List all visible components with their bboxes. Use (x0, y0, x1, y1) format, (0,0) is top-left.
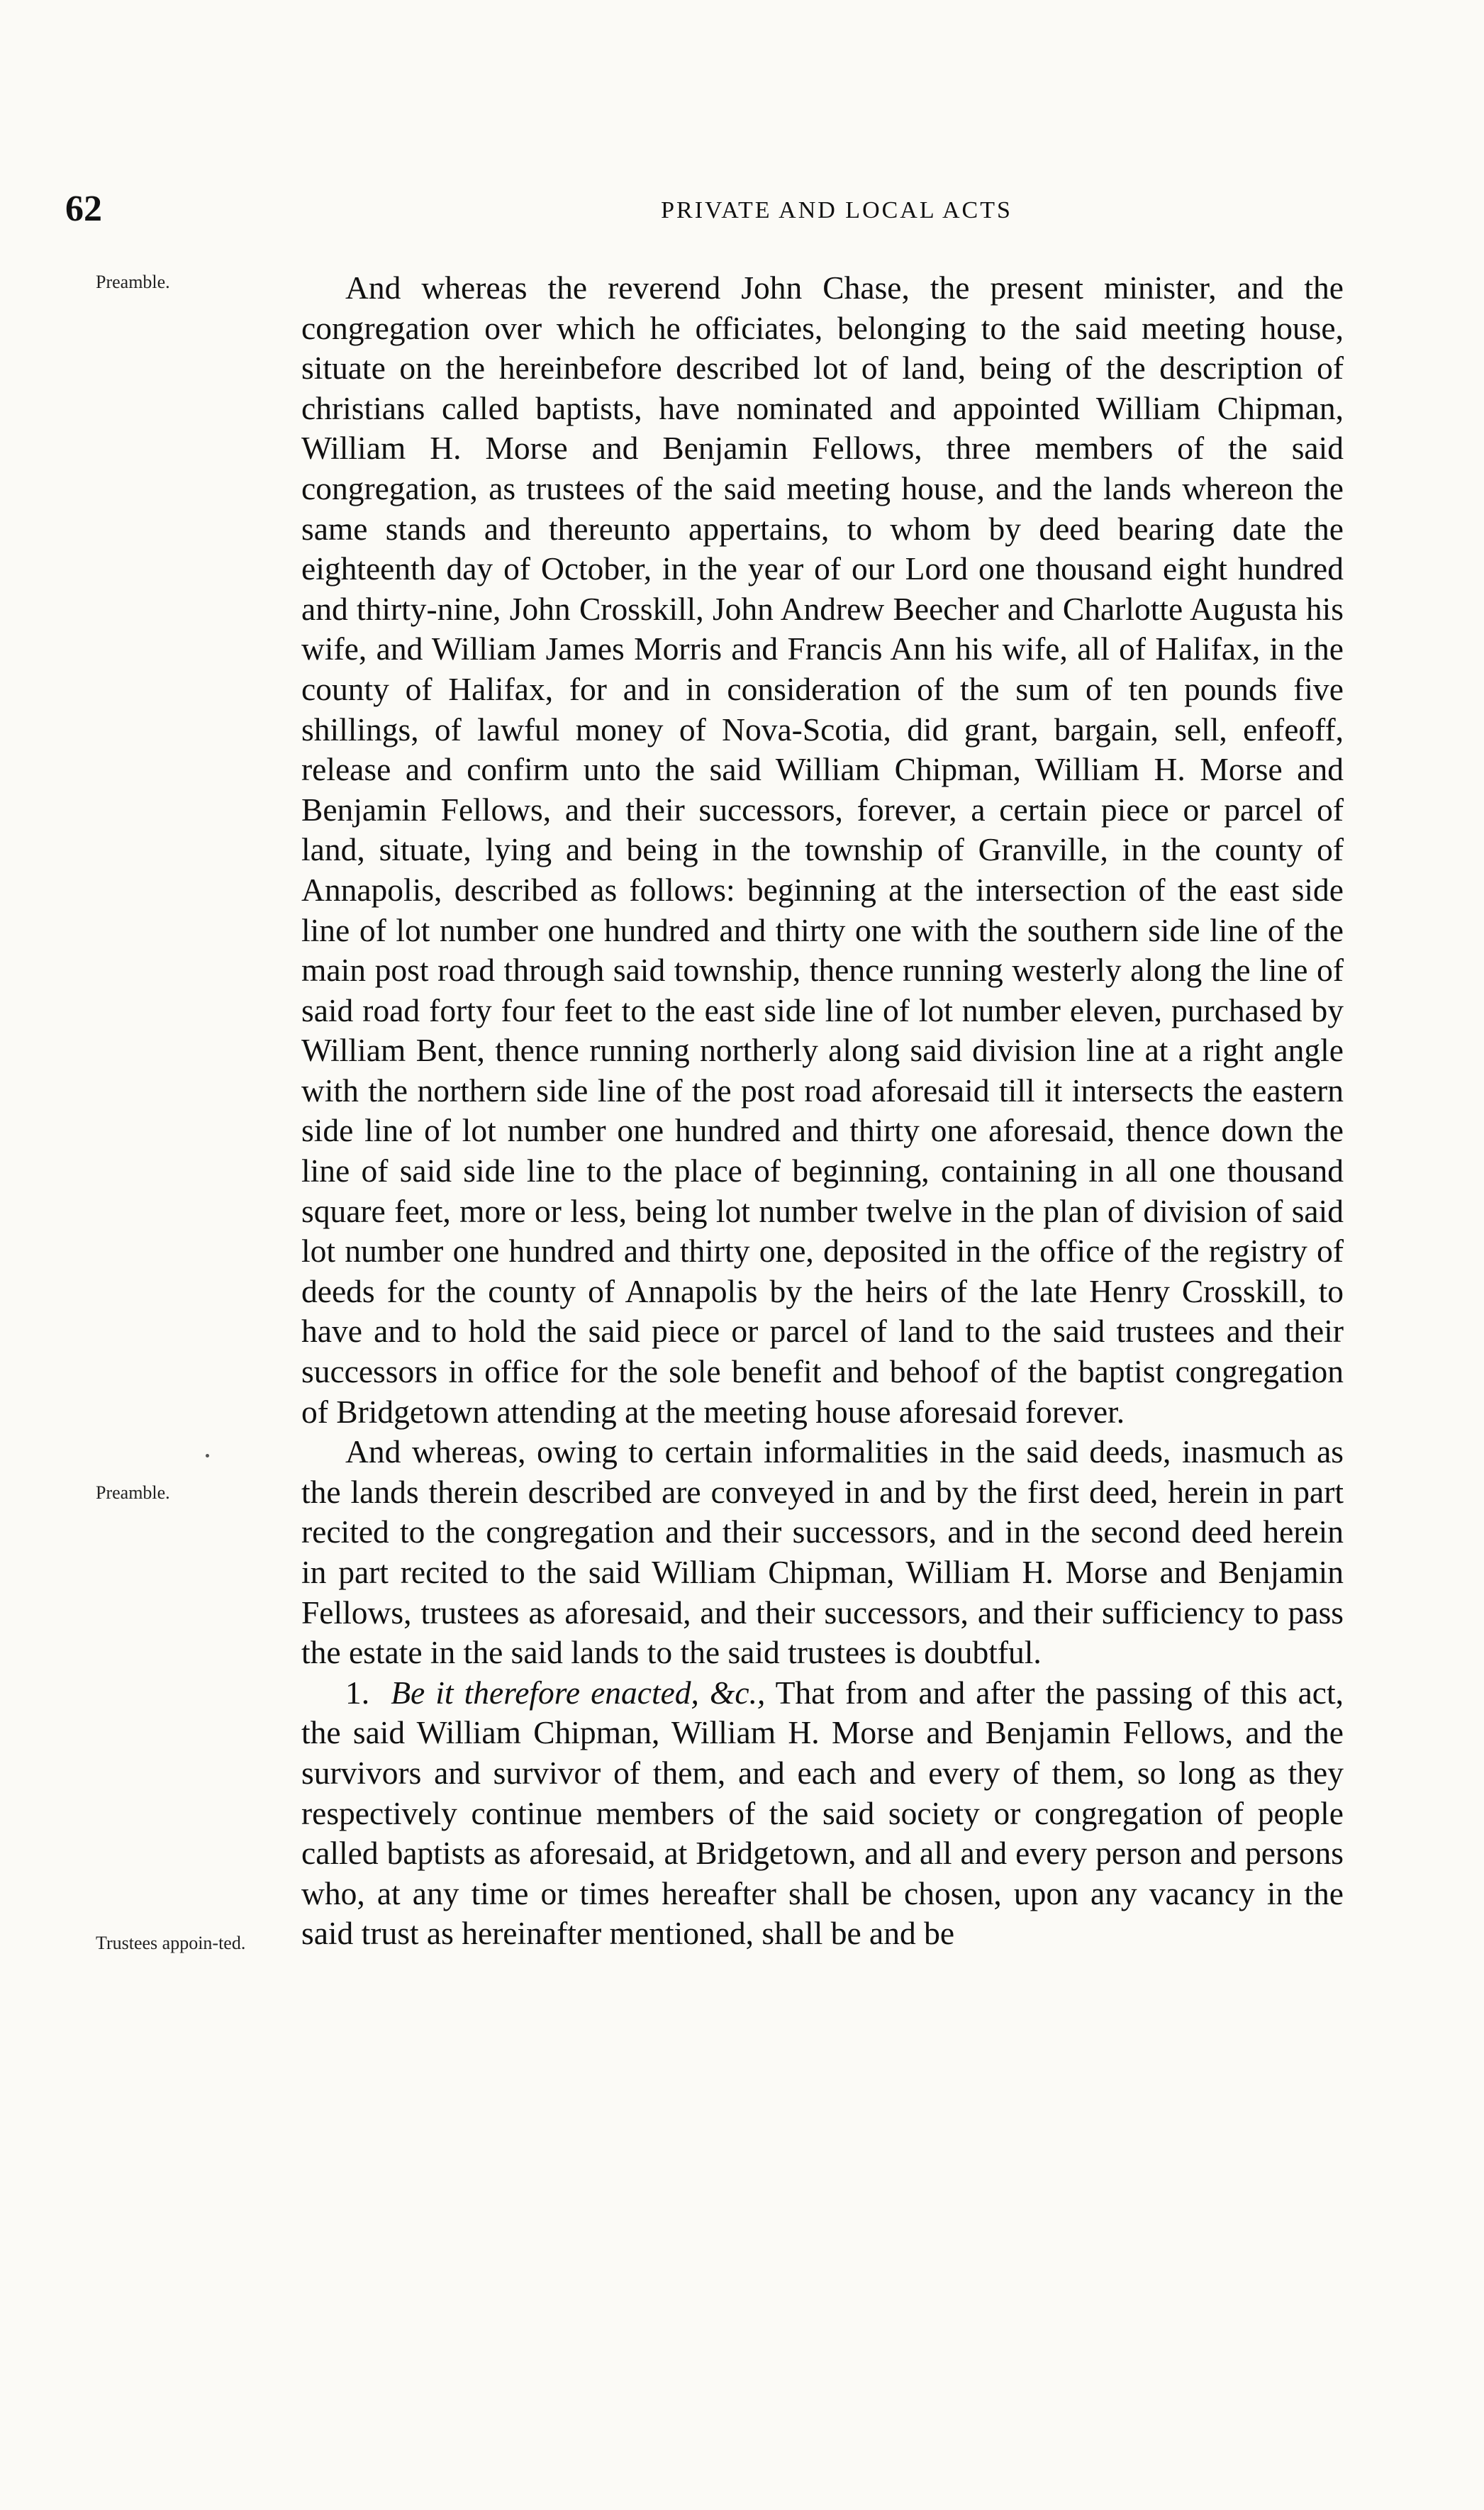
paragraph-preamble-2: And whereas, owing to certain informalities in the said deeds, inasmuch as the lands therein described are conveyed in and by the first deed, herein in part recited to the congregation and their successors, and in the second deed herein in part recited to the said William Chipman, William H. Morse and Benjamin Fellows, trustees as aforesaid, and their successors, and their sufficiency to pass the estate in the said lands to the said trustees is doubtful. (301, 1433, 1344, 1671)
body-text (301, 268, 1344, 1954)
margin-note-trustees-appointed: Trustees appoin-ted. (96, 1933, 246, 1953)
enacting-clause: Be it therefore enacted, &c., (391, 1674, 766, 1711)
section-text: That from and after the passing of this act, the said William Chipman, William H. Morse and Benjamin Fellows, and the survivors and survivor of them, and each and every of them, so long as they respectively continue members of the said society or congregation of people called baptists as aforesaid, at Bridgetown, and all and every person and persons who, at any time or times hereafter shall be chosen, upon any vacancy in the said trust as hereinafter mentioned, shall be and be (301, 1674, 1344, 1952)
running-title: PRIVATE AND LOCAL ACTS (661, 197, 1012, 223)
ink-speck (206, 1454, 209, 1457)
page-number: 62 (65, 189, 102, 229)
paragraph-section-1 (301, 1673, 1344, 1954)
margin-note-preamble-2: Preamble. (96, 1482, 170, 1503)
paragraph-preamble-1: And whereas the reverend John Chase, the present minister, and the congregation over which he officiates, belonging to the said meeting house, situate on the hereinbefore described lot of land, being of the description of christians called baptists, have nominated and appointed William Chipman, William H. Morse and Benjamin Fellows, three members of the said congregation, as trustees of the said meeting house, and the lands whereon the same stands and thereunto appertains, to whom by deed bearing date the eighteenth day of October, in the year of our Lord one thousand eight hundred and thirty-nine, John Crosskill, John Andrew Beecher and Charlotte Augusta his wife, and William James Morris and Francis Ann his wife, all of Halifax, in the county of Halifax, for and in consideration of the sum of ten pounds five shillings, of lawful money of Nova-Scotia, did grant, bargain, sell, enfeoff, release and confirm unto the said William Chipman, William H. Morse and Benjamin Fellows, and their successors, forever, a certain piece or parcel of land, situate, lying and being in the township of Granville, in the county of Annapolis, described as follows: beginning at the intersection of the east side line of lot number one hundred and thirty one with the southern side line of the main post road through said township, thence running westerly along the line of said road forty four feet to the east side line of lot number eleven, purchased by William Bent, thence running northerly along said division line at a right angle with the northern side line of the post road aforesaid till it intersects the eastern side line of lot number one hundred and thirty one aforesaid, thence down the line of said side line to the place of beginning, containing in all one thousand square feet, more or less, being lot number twelve in the plan of division of said lot number one hundred and thirty one, deposited in the office of the registry of deeds for the county of Annapolis by the heirs of the late Henry Crosskill, to have and to hold the said piece or parcel of land to the said trustees and their successors in office for the sole benefit and behoof of the baptist congregation of Bridgetown attending at the meeting house aforesaid forever. (301, 270, 1344, 1430)
margin-note-preamble-1: Preamble. (96, 272, 170, 292)
section-number: 1. (345, 1674, 370, 1711)
page-header (0, 188, 1484, 231)
